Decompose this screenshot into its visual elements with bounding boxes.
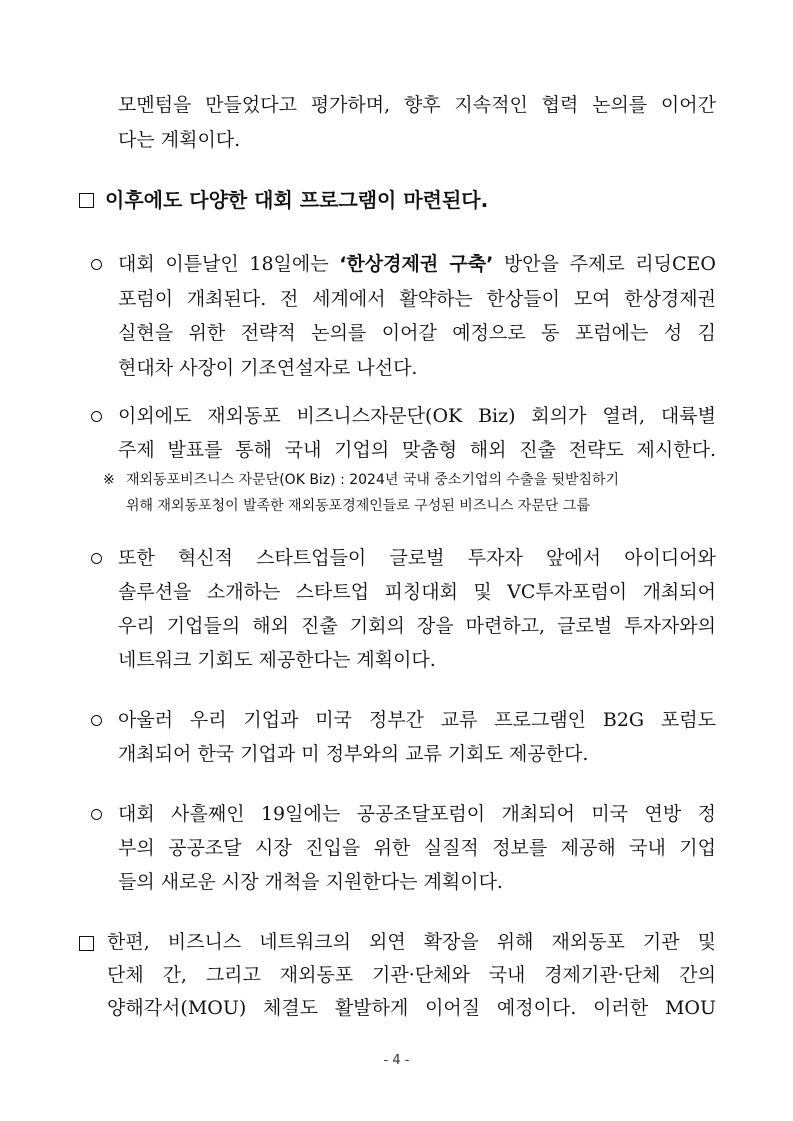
circle-bullet-icon	[91, 715, 102, 726]
bullet-5-line-3: 들의 새로운 시장 개척을 지원한다는 계획이다.	[118, 871, 503, 893]
note-line-1: 재외동포비즈니스 자문단(OK Biz) : 2024년 국내 중소기업의 수출을 뒷받침하기	[126, 472, 620, 488]
bullet-1-line-1	[118, 255, 716, 274]
bullet-3-line-1: 또한 혁신적 스타트업들이 글로벌 투자자 앞에서 아이디어와	[118, 547, 716, 569]
bullet-2-line-1: 이외에도 재외동포 비즈니스자문단(OK Biz) 회의가 열려, 대륙별	[118, 405, 716, 427]
bullet-5-line-1: 대회 사흘째인 19일에는 공공조달포럼이 개최되어 미국 연방 정	[118, 803, 716, 825]
bullet-4-line-1: 아울러 우리 기업과 미국 정부간 교류 프로그램인 B2G 포럼도	[118, 709, 716, 731]
bullet-3-line-2: 솔루션을 소개하는 스타트업 피칭대회 및 VC투자포럼이 개최되어	[118, 581, 716, 603]
section-2-line-1: 한편, 비즈니스 네트워크의 외연 확장을 위해 재외동포 기관 및	[107, 931, 716, 953]
bullet-2-line-2: 주제 발표를 통해 국내 기업의 맞춤형 해외 진출 전략도 제시한다.	[118, 439, 716, 461]
note-line-2: 위해 재외동포청이 발족한 재외동포경제인들로 구성된 비즈니스 자문단 그룹	[126, 498, 590, 514]
note-mark: ※	[103, 472, 115, 488]
bullet-1-line-2: 포럼이 개최된다. 전 세계에서 활약하는 한상들이 모여 한상경제권	[118, 288, 716, 310]
intro-line-1: 모멘텀을 만들었다고 평가하며, 향후 지속적인 협력 논의를 이어간	[118, 94, 716, 116]
bullet-1-line-3: 실현을 위한 전략적 논의를 이어갈 예정으로 동 포럼에는 성 김	[118, 322, 716, 344]
bullet-3-line-4: 네트워크 기회도 제공한다는 계획이다.	[118, 649, 436, 671]
circle-bullet-icon	[91, 411, 102, 422]
section-heading-1: 이후에도 다양한 대회 프로그램이 마련된다.	[105, 188, 489, 212]
circle-bullet-icon	[91, 259, 102, 270]
bullet-1-bold-term: ‘한상경제권 구축’	[339, 253, 494, 275]
section-2-line-3: 양해각서(MOU) 체결도 활발하게 이어질 예정이다. 이러한 MOU	[107, 997, 716, 1019]
bullet-1-text-post: 방안을 주제로 리딩CEO	[493, 253, 716, 275]
page-number: - 4 -	[383, 1053, 410, 1068]
bullet-4-line-2: 개최되어 한국 기업과 미 정부와의 교류 기회도 제공한다.	[118, 743, 589, 765]
square-bullet-icon	[79, 936, 94, 951]
circle-bullet-icon	[91, 809, 102, 820]
bullet-1-line-4: 현대차 사장이 기조연설자로 나선다.	[118, 357, 418, 379]
intro-line-2: 다는 계획이다.	[118, 129, 241, 151]
section-2-line-2: 단체 간, 그리고 재외동포 기관·단체와 국내 경제기관·단체 간의	[107, 964, 716, 986]
bullet-3-line-3: 우리 기업들의 해외 진출 기회의 장을 마련하고, 글로벌 투자자와의	[118, 615, 716, 637]
square-bullet-icon	[79, 193, 94, 208]
bullet-1-text-pre: 대회 이튿날인 18일에는	[118, 253, 340, 275]
bullet-5-line-2: 부의 공공조달 시장 진입을 위한 실질적 정보를 제공해 국내 기업	[118, 837, 716, 859]
circle-bullet-icon	[91, 553, 102, 564]
